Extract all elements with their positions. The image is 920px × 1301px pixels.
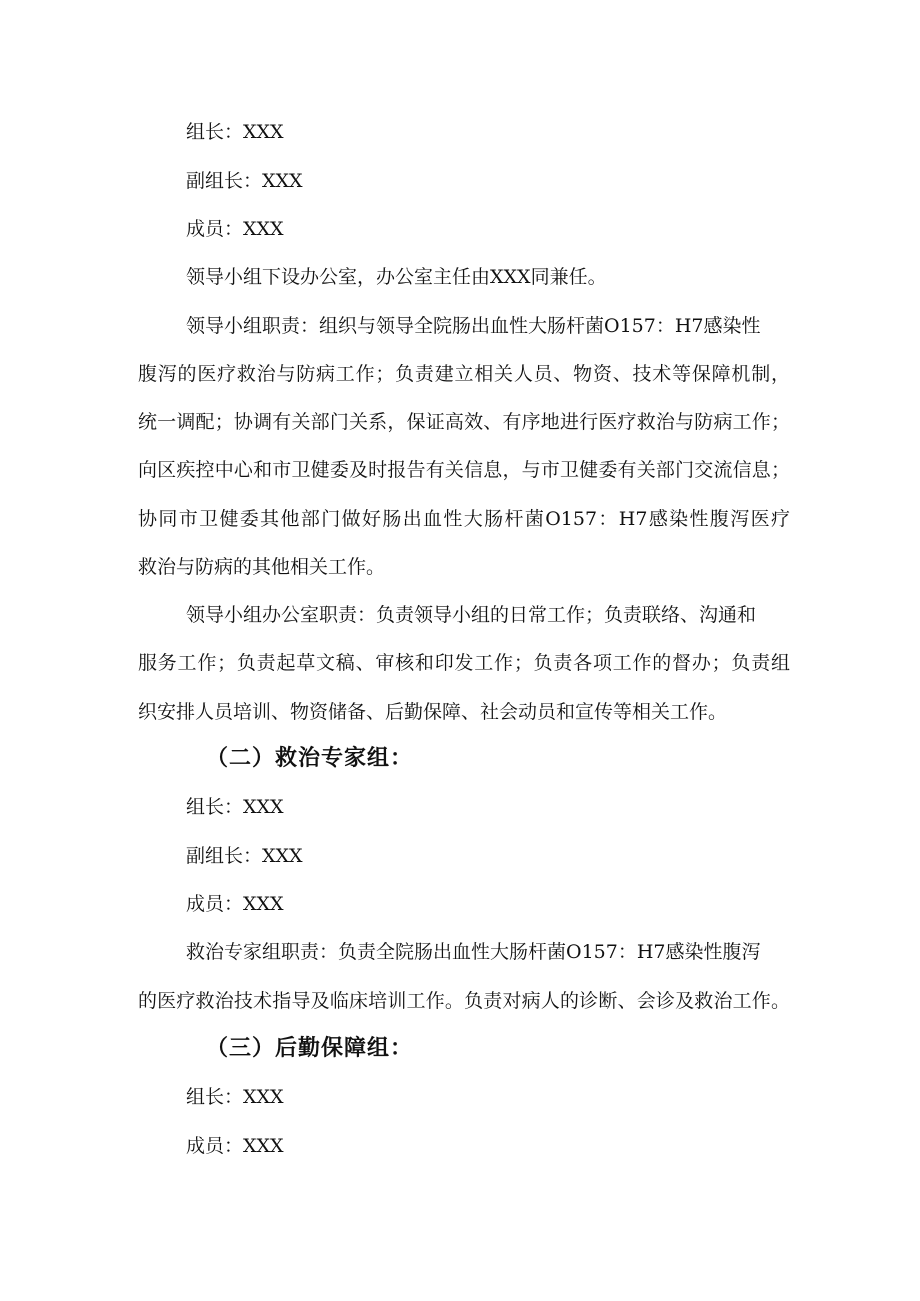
leader-group-office-note: 领导小组下设办公室，办公室主任由XXX同兼任。 [186,266,607,288]
leader-group-duties-line: 救治与防病的其他相关工作。 [138,556,386,578]
leader-group-duties-line: 统一调配；协调有关部门关系，保证高效、有序地进行医疗救治与防病工作； [138,411,790,433]
office-duties-line: 服务工作；负责起草文稿、审核和印发工作；负责各项工作的督办；负责组 [138,652,790,674]
expert-group-deputy-leader: 副组长：XXX [186,845,303,867]
expert-group-heading: （二）救治专家组： [206,745,414,771]
logistics-group-members: 成员：XXX [186,1135,284,1157]
leader-group-deputy-leader: 副组长：XXX [186,170,303,192]
leader-group-duties-line: 协同市卫健委其他部门做好肠出血性大肠杆菌O157：H7感染性腹泻医疗 [138,508,790,530]
expert-group-members: 成员：XXX [186,893,284,915]
leader-group-leader: 组长：XXX [186,121,284,143]
leader-group-members: 成员：XXX [186,218,284,240]
logistics-group-heading: （三）后勤保障组： [206,1035,414,1061]
expert-group-leader: 组长：XXX [186,796,284,818]
leader-group-duties-line: 腹泻的医疗救治与防病工作；负责建立相关人员、物资、技术等保障机制， [138,363,790,385]
office-duties-line: 织安排人员培训、物资储备、后勤保障、社会动员和宣传等相关工作。 [138,701,728,723]
logistics-group-leader: 组长：XXX [186,1086,284,1108]
leader-group-duties-line: 向区疾控中心和市卫健委及时报告有关信息，与市卫健委有关部门交流信息； [138,459,790,481]
expert-group-duties-line: 救治专家组职责：负责全院肠出血性大肠杆菌O157：H7感染性腹泻 [186,941,761,963]
expert-group-duties-line: 的医疗救治技术指导及临床培训工作。负责对病人的诊断、会诊及救治工作。 [138,990,790,1012]
leader-group-duties-line: 领导小组职责：组织与领导全院肠出血性大肠杆菌O157：H7感染性 [186,315,761,337]
office-duties-line: 领导小组办公室职责：负责领导小组的日常工作；负责联络、沟通和 [186,604,757,626]
